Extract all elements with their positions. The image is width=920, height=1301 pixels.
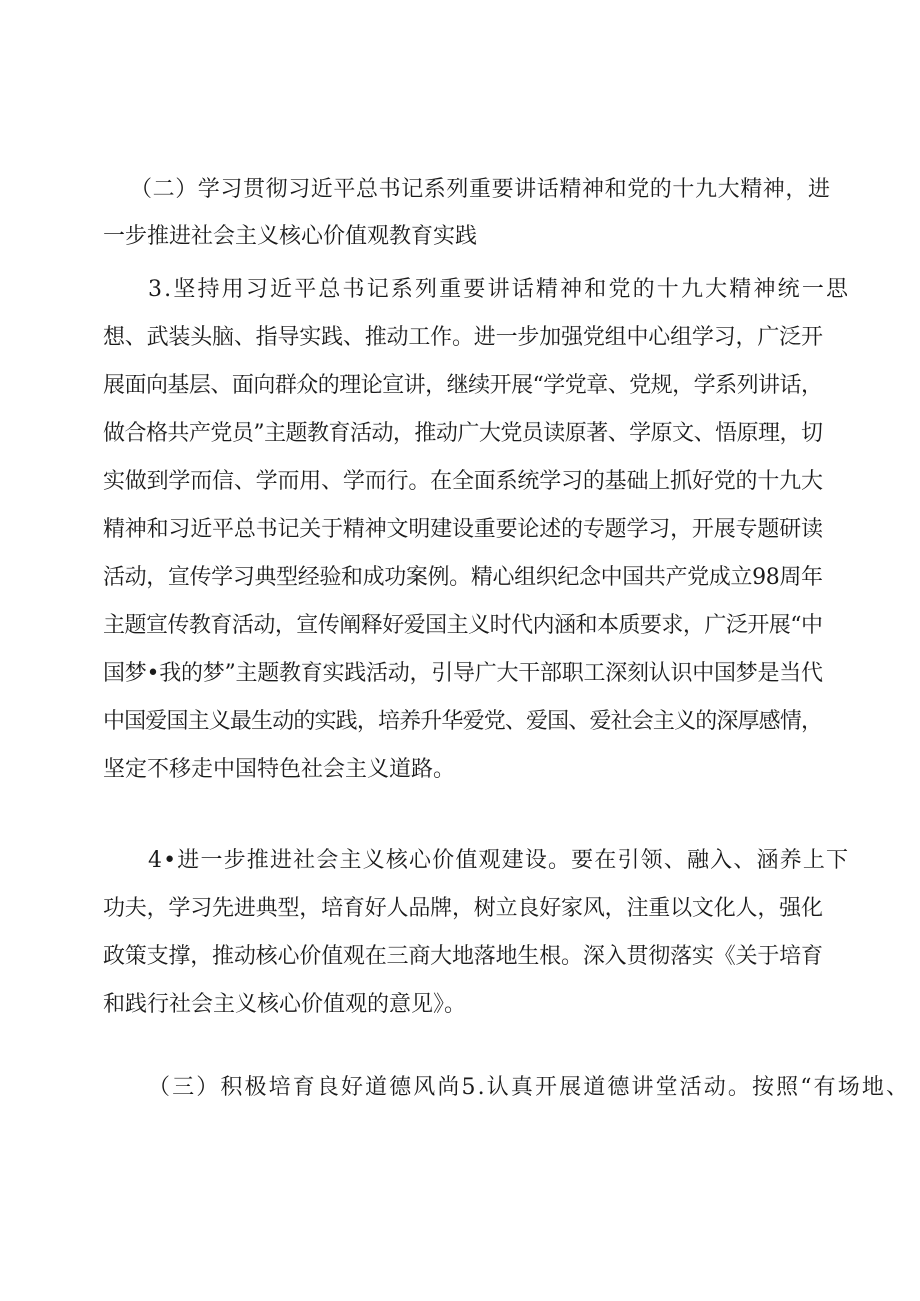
paragraph-3-line-6: 精神和习近平总书记关于精神文明建设重要论述的专题学习，开展专题研读 bbox=[103, 517, 823, 542]
paragraph-3-line-2: 想、武装头脑、指导实践、推动工作。进一步加强党组中心组学习，广泛开 bbox=[103, 325, 823, 350]
paragraph-3-line-9: 国梦•我的梦”主题教育实践活动，引导广大干部职工深刻认识中国梦是当代 bbox=[103, 661, 823, 686]
paragraph-3-line-1: 3.坚持用习近平总书记系列重要讲话精神和党的十九大精神统一思 bbox=[148, 277, 851, 302]
paragraph-4-line-4: 和践行社会主义核心价值观的意见》。 bbox=[103, 992, 467, 1017]
paragraph-3-line-5: 实做到学而信、学而用、学而行。在全面系统学习的基础上抓好党的十九大 bbox=[103, 469, 823, 494]
paragraph-3-line-7: 活动，宣传学习典型经验和成功案例。精心组织纪念中国共产党成立98周年 bbox=[103, 565, 823, 590]
paragraph-3-line-11: 坚定不移走中国特色社会主义道路。 bbox=[103, 757, 456, 782]
paragraph-4-line-1: 4•进一步推进社会主义核心价值观建设。要在引领、融入、涵养上下 bbox=[148, 848, 850, 873]
section-heading-2-line-1: （二）学习贯彻习近平总书记系列重要讲话精神和党的十九大精神，进 bbox=[130, 177, 831, 202]
paragraph-3-line-8: 主题宣传教育活动，宣传阐释好爱国主义时代内涵和本质要求，广泛开展“中 bbox=[103, 613, 823, 638]
paragraph-4-line-2: 功夫，学习先进典型，培育好人品牌，树立良好家风，注重以文化人，强化 bbox=[103, 896, 823, 921]
paragraph-3-line-3: 展面向基层、面向群众的理论宣讲，继续开展“学党章、党规，学系列讲话， bbox=[103, 373, 823, 398]
paragraph-3-line-4: 做合格共产党员”主题教育活动，推动广大党员读原著、学原文、悟原理，切 bbox=[103, 421, 823, 446]
paragraph-4-line-3: 政策支撑，推动核心价值观在三商大地落地生根。深入贯彻落实《关于培育 bbox=[103, 944, 823, 969]
section-heading-2-line-2: 一步推进社会主义核心价值观教育实践 bbox=[103, 224, 478, 249]
paragraph-3-line-10: 中国爱国主义最生动的实践，培养升华爱党、爱国、爱社会主义的深厚感情， bbox=[103, 709, 823, 734]
section-heading-3-line-1: （三）积极培育良好道德风尚5.认真开展道德讲堂活动。按照“有场地、 bbox=[148, 1075, 911, 1100]
